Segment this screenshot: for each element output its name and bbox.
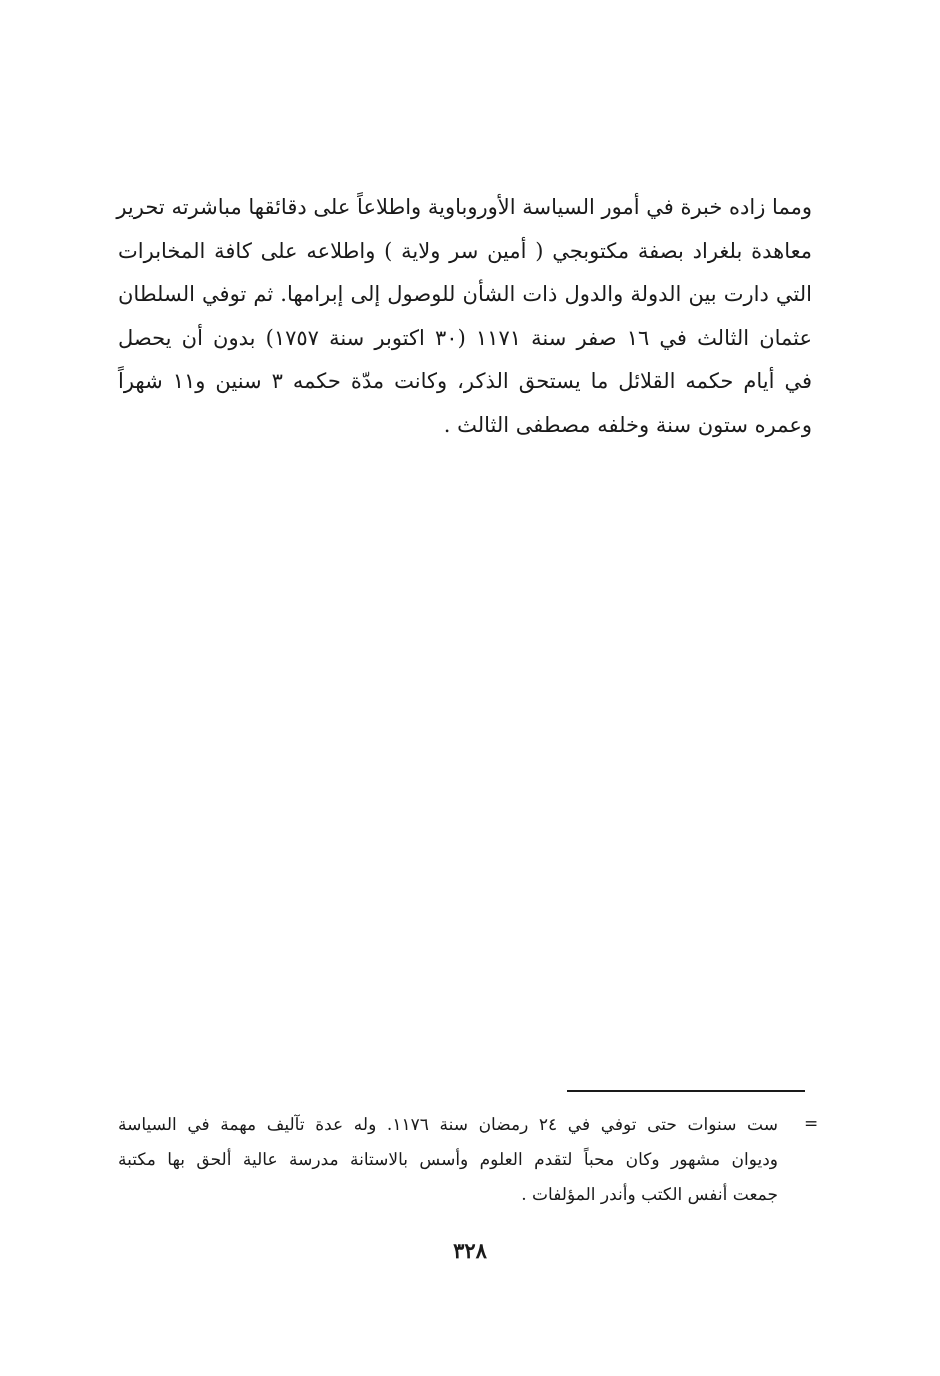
- footnote-line: وديوان مشهور وكان محباً لتقدم العلوم وأسس بالاستانة مدرسة عالية ألحق بها مكتبة: [118, 1150, 778, 1170]
- page-number: ٣٢٨: [453, 1238, 487, 1263]
- body-line: معاهدة بلغراد بصفة مكتوبجي ( أمين سر ولاية ) واطلاعه على كافة المخابرات: [118, 238, 812, 263]
- footnote-separator: [567, 1090, 805, 1092]
- body-line: ومما زاده خبرة في أمور السياسة الأوروباوية واطلاعاً على دقائقها مباشرته تحرير: [116, 195, 812, 219]
- footnote: [118, 1108, 778, 1213]
- footnote-continuation-mark: =: [804, 1114, 819, 1134]
- footnote-line: جمعت أنفس الكتب وأندر المؤلفات .: [521, 1185, 778, 1205]
- body-line: وعمره ستون سنة وخلفه مصطفى الثالث .: [443, 412, 812, 437]
- body-line: التي دارت بين الدولة والدول ذات الشأن للوصول إلى إبرامها. ثم توفي السلطان: [118, 282, 812, 306]
- body-line: عثمان الثالث في ١٦ صفر سنة ١١٧١ (٣٠ اكتوبر سنة ١٧٥٧) بدون أن يحصل: [118, 325, 813, 350]
- footnote-line: ست سنوات حتى توفي في ٢٤ رمضان سنة ١١٧٦. وله عدة تآليف مهمة في السياسة: [118, 1115, 778, 1135]
- main-paragraph: [118, 186, 812, 447]
- body-line: في أيام حكمه القلائل ما يستحق الذكر، وكانت مدّة حكمه ٣ سنين و١١ شهراً: [118, 369, 812, 393]
